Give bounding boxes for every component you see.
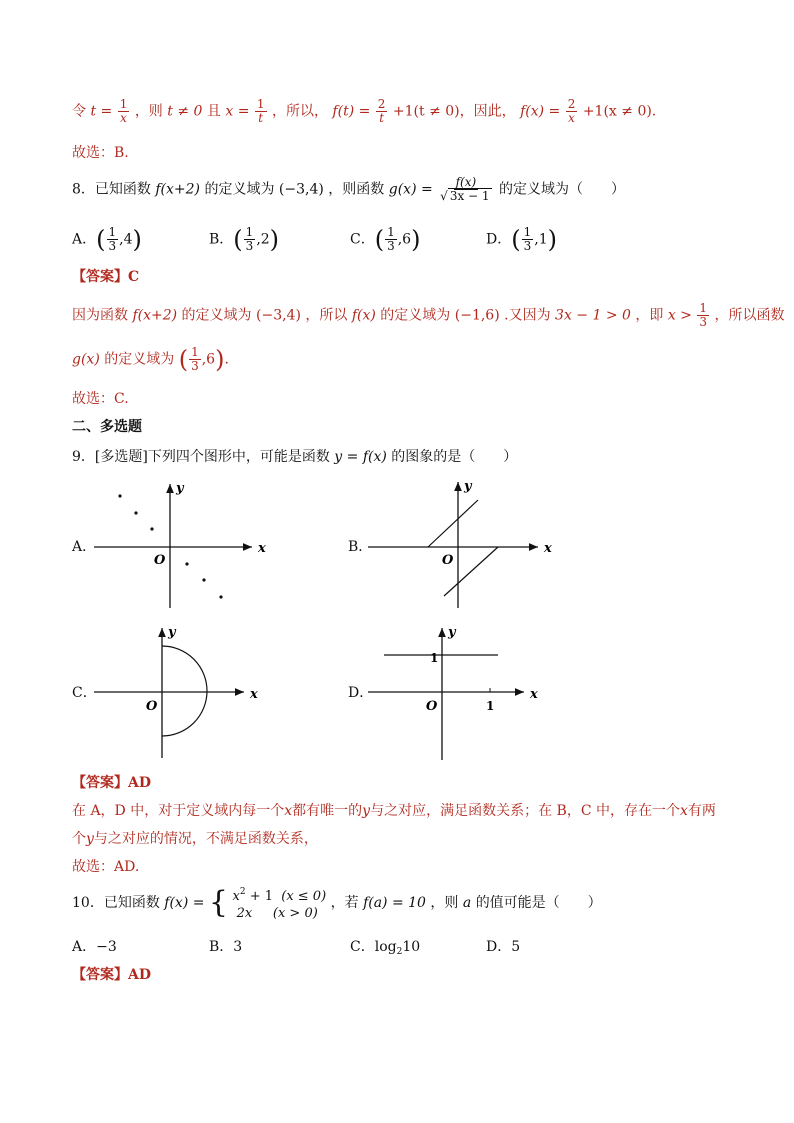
question-8: 8．已知函数 f(x+2) 的定义域为 (−3,4) ，则函数 g(x) = $\frac{f(x)}{√ 3x - 1}$ 的定义域为（ ） <box>72 175 626 203</box>
y-label: y <box>464 479 472 494</box>
point <box>219 595 222 598</box>
origin-label: O <box>426 699 438 714</box>
graph-c-label[interactable]: C． <box>72 685 97 701</box>
fraction: $\frac{f(x)}{√ 3x - 1}$ <box>440 175 490 203</box>
q9-choice: 故选：AD. <box>72 859 140 875</box>
x-label: x <box>258 541 266 556</box>
question-9: 9．[多选题]下列四个图形中，可能是函数 y = f(x) 的图象的是（ ） <box>72 449 518 465</box>
graph-d[interactable] <box>368 624 558 764</box>
point <box>185 562 188 565</box>
q8-choice: 故选：C. <box>72 391 129 407</box>
option-d[interactable]: D．5 <box>486 939 521 955</box>
math: t ≠ 0 <box>167 103 203 120</box>
graph-b-label[interactable]: B． <box>348 539 373 555</box>
math: t = <box>90 103 113 120</box>
text: ，所以， <box>271 103 328 120</box>
question-10: 10．已知函数 f(x) = { $x^2 + 1$ (x ≤ 0) 2x (x > 0) ，若 f(a) = 10 ，则 a 的值可能是（ ） <box>72 885 602 921</box>
point <box>134 511 137 514</box>
option-a[interactable]: A．( $\frac{1}{3}$ ,4) <box>72 225 142 254</box>
option-c[interactable]: C．$\log_210$ <box>350 939 421 957</box>
q10-answer: 【答案】AD <box>72 967 152 983</box>
graph-a[interactable] <box>94 478 274 614</box>
graph-b[interactable] <box>368 476 558 612</box>
option-b[interactable]: B．( $\frac{1}{3}$ ,2) <box>209 225 280 254</box>
point <box>118 494 121 497</box>
q9-explanation-1: 在 A，D 中，对于定义域内每一个x都有唯一的y与之对应，满足函数关系；在 B，C 中，存在一个x有两 <box>72 803 716 819</box>
piecewise: $x^2 + 1$ (x ≤ 0) 2x (x > 0) <box>232 887 327 921</box>
origin-label: O <box>146 699 158 714</box>
option-d[interactable]: D．( $\frac{1}{3}$ ,1) <box>486 225 557 254</box>
q9-answer: 【答案】AD <box>72 775 152 791</box>
choice-b: 故选：B. <box>72 145 129 161</box>
text: 且 <box>206 103 221 120</box>
graph-d-label[interactable]: D． <box>348 685 374 701</box>
option-b[interactable]: B．3 <box>209 939 243 955</box>
x-label: x <box>530 687 538 702</box>
solution-line-1 <box>72 98 656 125</box>
x-label: x <box>544 541 552 556</box>
option-c[interactable]: C．( $\frac{1}{3}$ ,6) <box>350 225 421 254</box>
fraction: $\frac{1}{t}$ <box>256 97 265 125</box>
origin-label: O <box>154 553 166 568</box>
math: x = <box>225 103 250 120</box>
origin-label: O <box>442 553 454 568</box>
option-a[interactable]: A．−3 <box>72 939 117 955</box>
q8-explanation-1: 因为函数 f(x+2) 的定义域为 (−3,4) ，所以 f(x) 的定义域为 (−1,6) .又因为 3x − 1 > 0 ，即 x > $\frac{1}{3}$ ，所以函数 <box>72 301 785 329</box>
graph-c[interactable] <box>94 624 274 764</box>
fraction: $\frac{1}{x}$ <box>119 97 128 125</box>
text: 令 <box>72 103 86 120</box>
x-tick-label: 1 <box>486 699 495 713</box>
text: +1(t ≠ 0)，因此， <box>392 103 516 120</box>
text: +1(x ≠ 0). <box>582 103 657 120</box>
graph-a-label[interactable]: A． <box>72 539 97 555</box>
q8-explanation-2: g(x) 的定义域为 ( $\frac{1}{3}$ ,6). <box>72 345 229 374</box>
y-label: y <box>176 481 184 496</box>
line-upper <box>428 500 478 547</box>
y-label: y <box>448 625 456 640</box>
section-title: 二、多选题 <box>72 419 142 435</box>
y-label: y <box>168 625 176 640</box>
q8-answer: 【答案】C <box>72 269 140 285</box>
math: f(t) = <box>332 103 371 120</box>
math: f(x) = <box>520 103 561 120</box>
q9-explanation-2: 个y与之对应的情况，不满足函数关系， <box>72 831 318 847</box>
point <box>202 578 205 581</box>
semicircle <box>162 646 207 736</box>
y-tick-label: 1 <box>430 651 439 665</box>
text: ，则 <box>134 103 163 120</box>
fraction: $\frac{2}{t}$ <box>377 97 386 125</box>
x-label: x <box>250 687 258 702</box>
point <box>150 527 153 530</box>
fraction: $\frac{2}{x}$ <box>567 97 576 125</box>
